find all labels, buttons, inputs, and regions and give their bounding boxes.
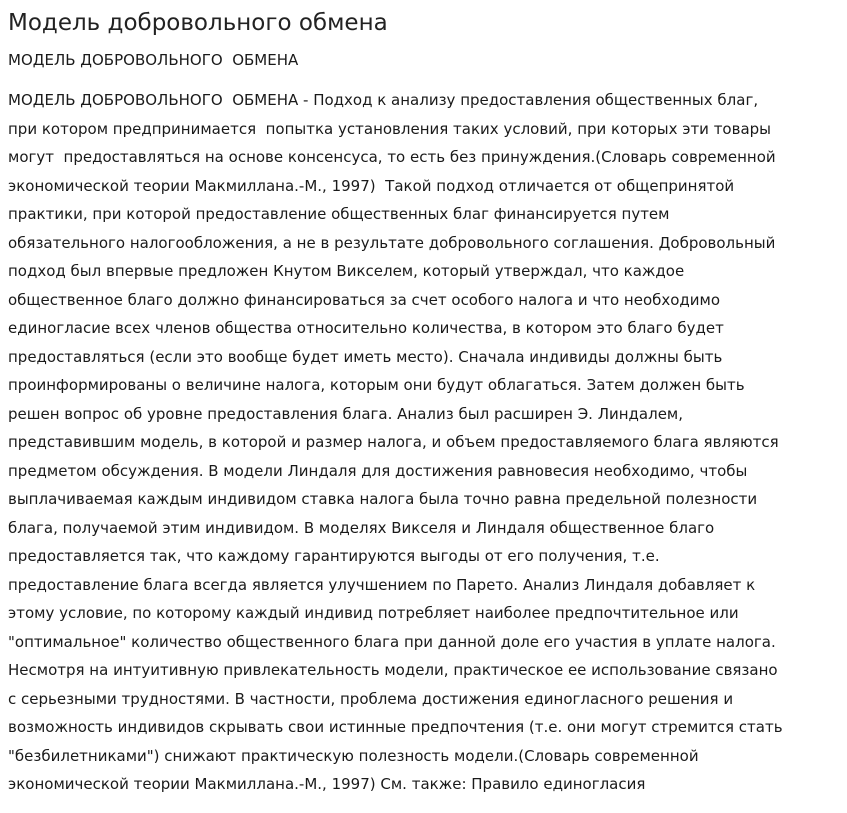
article-line: предоставляется так, что каждому гарантируются выгоды от его получения, т.е.: [8, 547, 660, 565]
article-line: предметом обсуждения. В модели Линдаля для достижения равновесия необходимо, чтобы: [8, 461, 748, 480]
article-line: могут предоставляться на основе консенсуса, то есть без принуждения.(Словарь современной: [8, 148, 776, 166]
article-line: МОДЕЛЬ ДОБРОВОЛЬНОГО ОБМЕНА - Подход к анализу предоставления общественных благ,: [8, 91, 759, 109]
article-line: блага, получаемой этим индивидом. В моделях Викселя и Линдаля общественное благо: [8, 518, 715, 537]
article-line: проинформированы о величине налога, которым они будут облагаться. Затем должен быть: [8, 376, 745, 394]
article-line: "оптимальное" количество общественного блага при данной доле его участия в уплате налога.: [8, 632, 776, 651]
page-title: Модель добровольного обмена: [8, 10, 388, 36]
article-line: обязательного налогообложения, а не в результате добровольного соглашения. Добровольный: [8, 233, 776, 252]
article-line: подход был впервые предложен Кнутом Викселем, который утверждал, что каждое: [8, 262, 685, 280]
article-line: с серьезными трудностями. В частности, проблема достижения единогласного решения и: [8, 689, 734, 708]
article-line: предоставление блага всегда является улучшением по Парето. Анализ Линдаля добавляет к: [8, 575, 756, 594]
article-line: решен вопрос об уровне предоставления блага. Анализ был расширен Э. Линдалем,: [8, 404, 684, 423]
article-line: выплачиваемая каждым индивидом ставка налога была точно равна предельной полезности: [8, 490, 758, 508]
article-subtitle: МОДЕЛЬ ДОБРОВОЛЬНОГО ОБМЕНА: [8, 51, 299, 69]
article-line: предоставляться (если это вообще будет иметь место). Сначала индивиды должны быть: [8, 347, 723, 366]
article-body: [8, 86, 839, 799]
article-line: этому условие, по которому каждый индивид потребляет наиболее предпочтительное или: [8, 604, 739, 622]
article-line: экономической теории Макмиллана.-М., 1997) Такой подход отличается от общепринятой: [8, 176, 735, 195]
article-line: экономической теории Макмиллана.-М., 1997) См. также: Правило единогласия: [8, 775, 646, 793]
article-line: при котором предпринимается попытка установления таких условий, при которых эти товары: [8, 119, 772, 138]
article-line: "безбилетниками") снижают практическую полезность модели.(Словарь современной: [8, 746, 699, 765]
article-line: практики, при которой предоставление общественных благ финансируется путем: [8, 205, 670, 223]
article-line: представившим модель, в которой и размер налога, и объем предоставляемого блага являются: [8, 433, 779, 451]
article-line: Несмотря на интуитивную привлекательность модели, практическое ее использование связано: [8, 661, 778, 679]
article-line: единогласие всех членов общества относительно количества, в котором это благо будет: [8, 319, 724, 337]
article-line: возможность индивидов скрывать свои истинные предпочтения (т.е. они могут стремится стать: [8, 718, 783, 736]
article-line: общественное благо должно финансироваться за счет особого налога и что необходимо: [8, 290, 721, 309]
